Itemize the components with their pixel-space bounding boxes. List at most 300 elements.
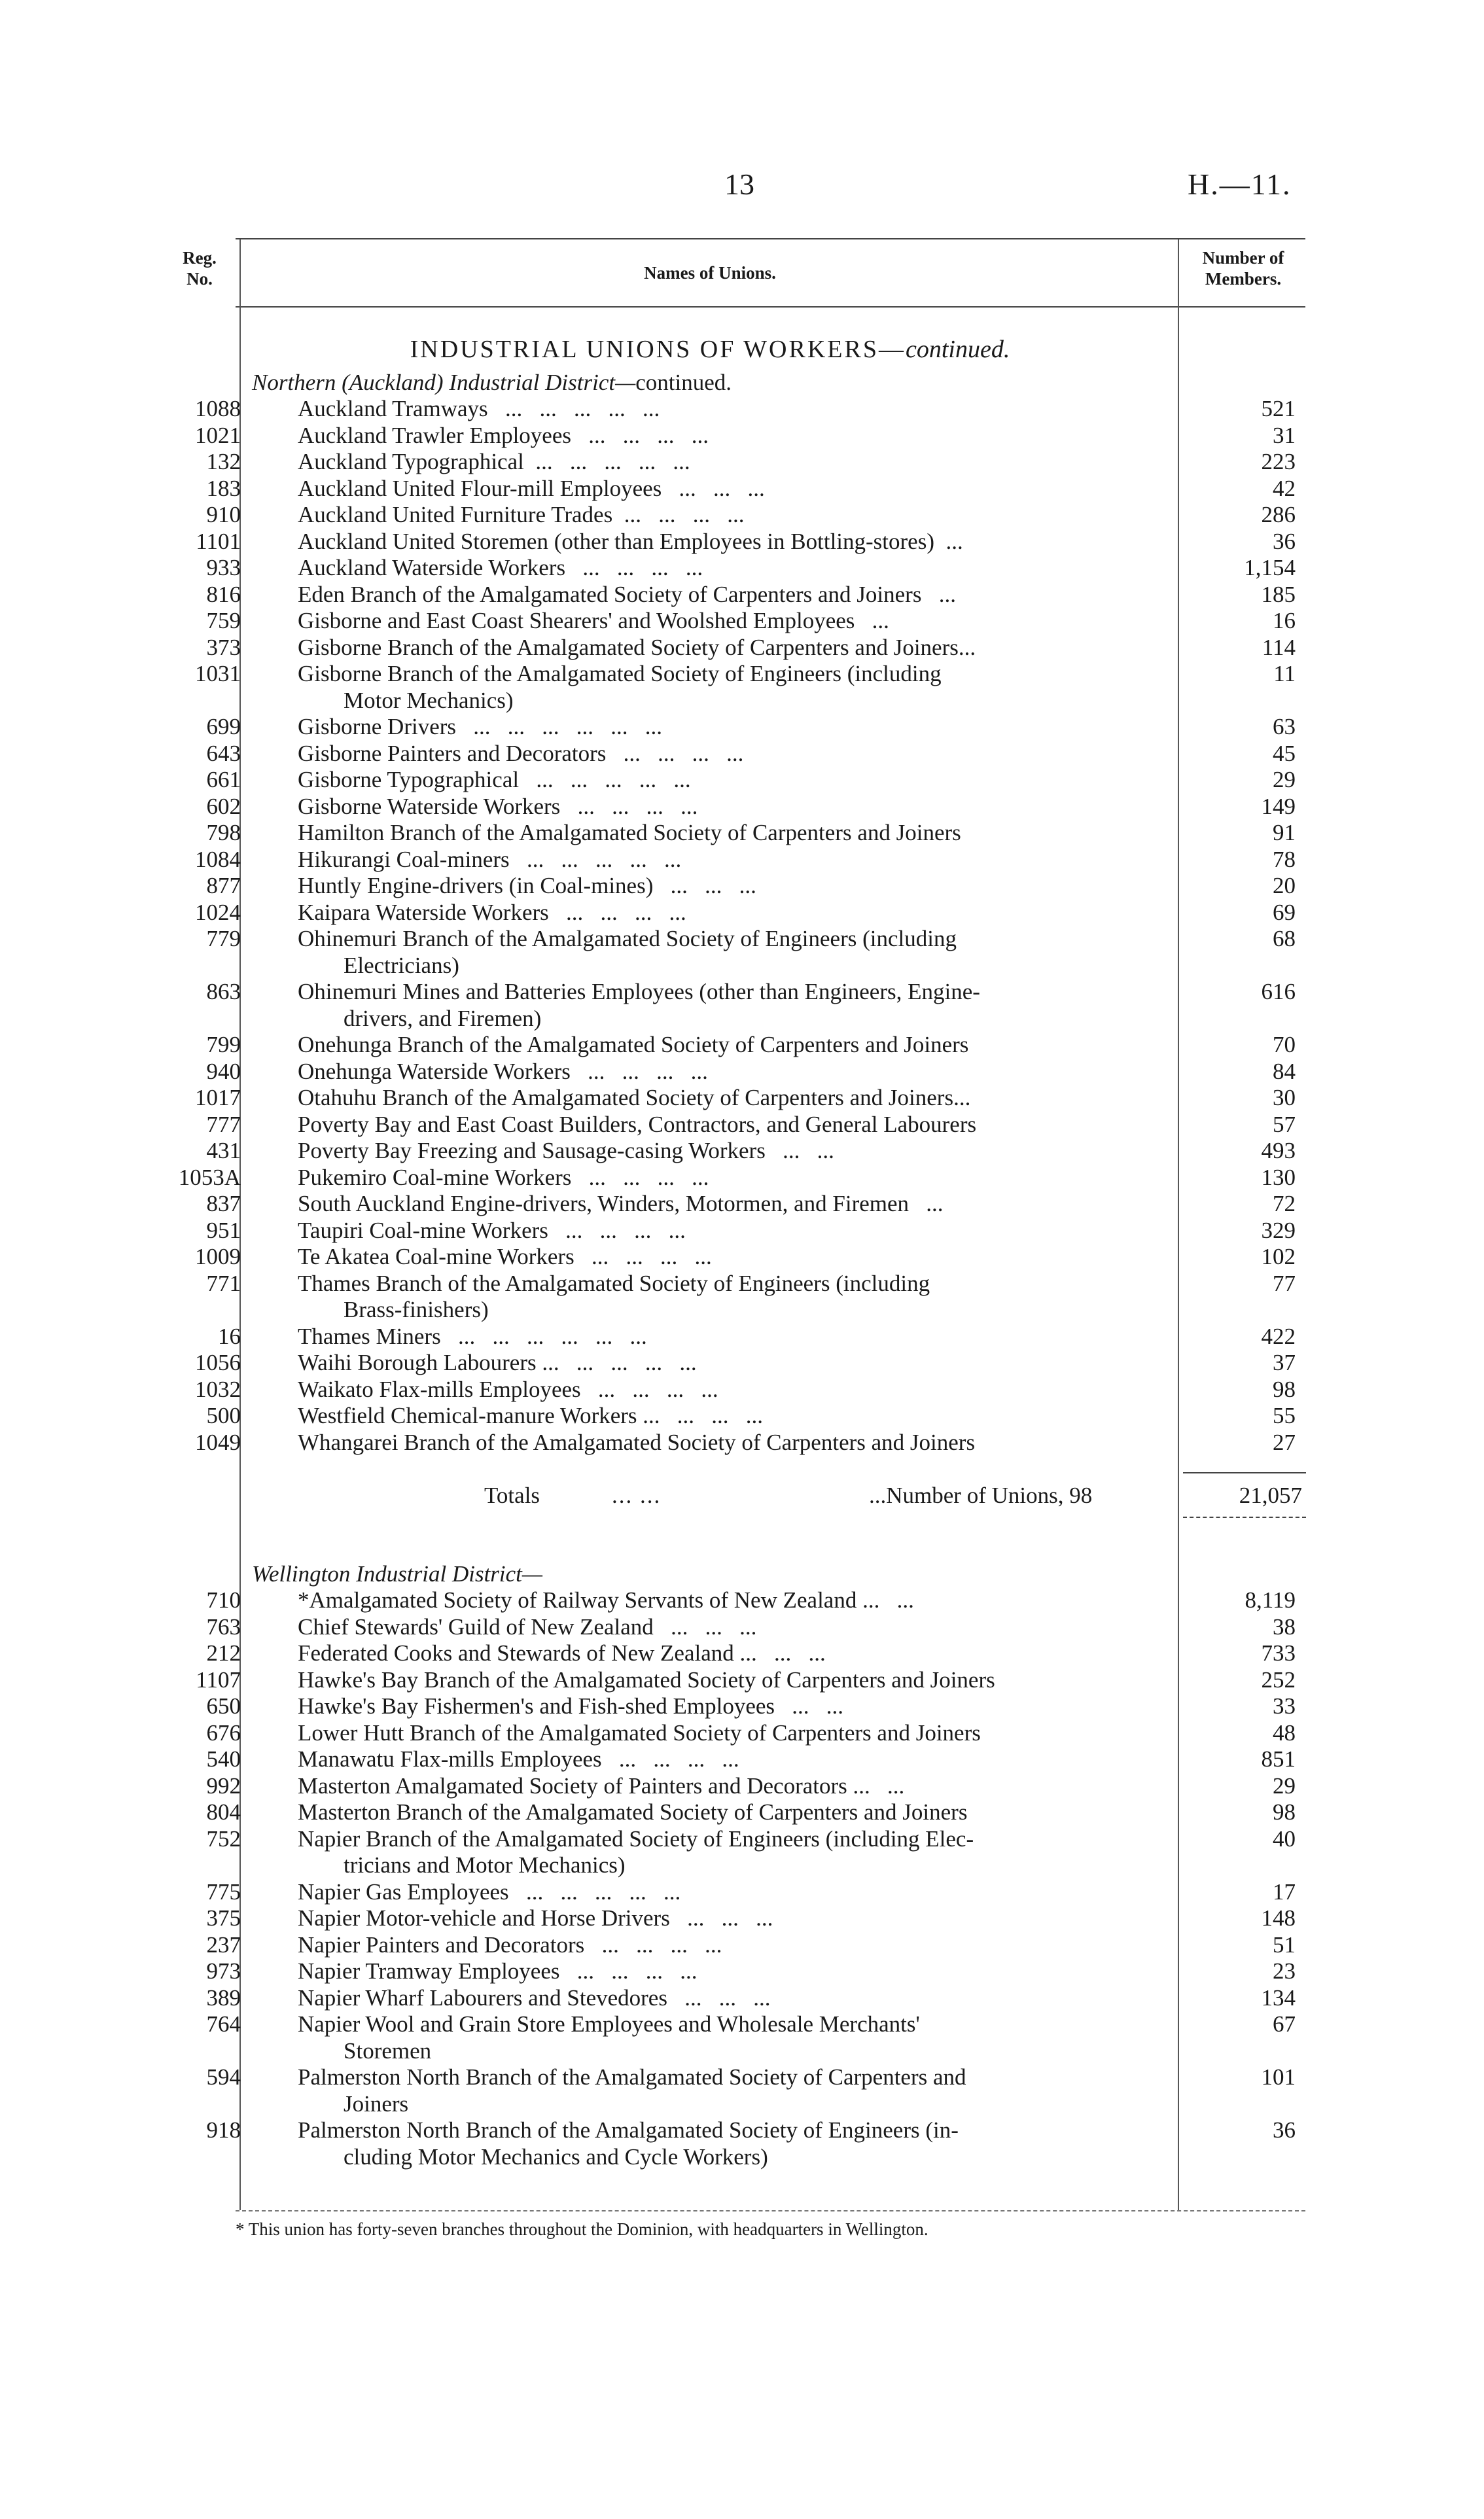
table-row [0,449,1484,475]
member-count: 733 [1261,1640,1296,1666]
union-name [298,767,1168,793]
wellington-district-title: Wellington Industrial District— [252,1561,543,1587]
table-row [0,1191,1484,1217]
reg-number: 16 [218,1323,241,1349]
leader-dots: ... ... ... ... [560,793,698,819]
table-row [0,1112,1484,1138]
column-header-names: Names of Unions. [644,263,776,283]
table-row-continuation [0,2038,1484,2064]
table-row [0,2064,1484,2090]
union-name-text: Onehunga Waterside Workers [298,1058,571,1084]
reg-number: 643 [206,740,241,766]
reg-number: 602 [206,793,241,819]
union-name-text: Gisborne Drivers [298,714,457,739]
union-name-text: Napier Wool and Grain Store Employees and Wholesale Merchants' [298,2011,920,2037]
column-header-reg-line1: Reg. [183,248,217,268]
union-name [298,1271,1168,1297]
union-name-text: Napier Painters and Decorators [298,1931,585,1958]
member-count: 38 [1273,1613,1296,1640]
reg-number: 1009 [195,1244,241,1269]
table-row [0,608,1484,634]
leader-dots: ... ... ... ... [559,1350,697,1375]
reg-number: 775 [206,1878,241,1905]
union-name [298,1085,1168,1111]
union-name-text: Thames Branch of the Amalgamated Society of Engineers (including [298,1270,930,1296]
reg-number: 771 [206,1270,241,1296]
reg-number: 661 [206,767,241,792]
table-row-continuation [0,1006,1484,1032]
table-row [0,529,1484,555]
union-name [298,714,1168,740]
northern-district-title: Northern (Auckland) Industrial District— [252,370,636,395]
union-name [298,1746,1168,1772]
table-row-continuation [0,688,1484,714]
union-name [298,1587,1168,1613]
leader-dots: ... [921,581,956,607]
member-count: 91 [1273,820,1296,845]
union-name-continuation: Joiners [344,2090,409,2117]
table-row [0,1614,1484,1640]
table-row [0,1985,1484,2011]
reg-number: 699 [206,714,241,739]
member-count: 77 [1273,1270,1296,1296]
union-name [298,661,1168,687]
leader-dots: ... ... ... [662,475,765,501]
table-row [0,1879,1484,1905]
table-row [0,396,1484,422]
table-row [0,1799,1484,1825]
union-name-continuation: drivers, and Firemen) [344,1005,542,1031]
table-row [0,502,1484,528]
member-count: 98 [1273,1799,1296,1825]
member-count: 223 [1261,449,1296,474]
table-row [0,2011,1484,2037]
reg-number: 389 [206,1984,241,2011]
column-header-members [1178,247,1309,289]
table-row [0,1059,1484,1085]
union-name-text: Gisborne Typographical [298,767,520,792]
union-name-text: Auckland Trawler Employees [298,422,571,448]
union-name [298,1032,1168,1058]
union-name-continuation: tricians and Motor Mechanics) [344,1852,626,1878]
member-count: 422 [1261,1323,1296,1349]
reg-number: 863 [206,979,241,1004]
reg-number: 799 [206,1032,241,1057]
table-row-continuation [0,1852,1484,1878]
member-count: 31 [1273,422,1296,448]
reg-number: 540 [206,1746,241,1772]
table-row [0,900,1484,926]
reg-number: 816 [206,581,241,607]
table-row [0,820,1484,846]
member-count: 78 [1273,846,1296,872]
union-name-text: Thames Miners [298,1323,441,1349]
union-name-text: Eden Branch of the Amalgamated Society of Carpenters and Joiners [298,581,922,607]
leader-dots: ... ... ... ... ... [519,767,691,792]
member-count: 33 [1273,1693,1296,1719]
union-name-text: Gisborne Waterside Workers [298,793,561,819]
leader-dots: ... ... ... ... [571,1164,709,1190]
union-name-text: Napier Gas Employees [298,1878,509,1905]
union-name [298,1720,1168,1746]
table-row [0,767,1484,793]
leader-dots: ... [909,1191,944,1216]
union-name [298,979,1168,1005]
leader-dots: ... ... ... ... ... [508,1878,681,1905]
table-row [0,1640,1484,1666]
reg-number: 763 [206,1613,241,1640]
union-name [298,1218,1168,1244]
table-row [0,1271,1484,1297]
reg-number: 951 [206,1217,241,1243]
member-count: 851 [1261,1746,1296,1772]
reg-number: 1056 [195,1350,241,1375]
union-name-text: Gisborne Branch of the Amalgamated Society of Engineers (including [298,661,942,686]
table-row [0,1165,1484,1191]
reg-number: 1101 [196,528,241,554]
member-count: 17 [1273,1878,1296,1905]
member-count: 20 [1273,873,1296,898]
leader-dots: ... ... [765,1138,834,1163]
table-row [0,1403,1484,1429]
union-name [298,1958,1168,1984]
union-name-text: Palmerston North Branch of the Amalgamated Society of Carpenters and [298,2064,966,2090]
reg-number: 1017 [195,1085,241,1110]
column-header-reg-line2: No. [186,269,213,289]
union-name [298,2011,1168,2037]
union-name [298,847,1168,873]
table-row-continuation [0,2144,1484,2170]
member-count: 98 [1273,1376,1296,1402]
leader-dots: ... ... ... ... [570,1058,708,1084]
leader-dots: ... ... ... ... ... ... [440,1323,647,1349]
union-name [298,423,1168,449]
reg-number: 676 [206,1719,241,1746]
member-count: 40 [1273,1825,1296,1852]
page-number: 13 [724,167,754,201]
reg-number: 183 [206,475,241,501]
member-count: 101 [1261,2064,1296,2090]
header-rule-top [236,238,1305,239]
union-name [298,1985,1168,2011]
union-name [298,1112,1168,1138]
reg-number: 212 [206,1640,241,1666]
table-row [0,1430,1484,1456]
table-row [0,1746,1484,1772]
member-count: 252 [1261,1666,1296,1693]
member-count: 48 [1273,1719,1296,1746]
union-name [298,1932,1168,1958]
leader-dots: ... ... ... ... [580,1376,718,1402]
reg-number: 1053A [178,1164,241,1190]
union-name [298,2064,1168,2090]
member-count: 42 [1273,475,1296,501]
member-count: 23 [1273,1958,1296,1984]
table-row [0,1218,1484,1244]
table-row [0,1667,1484,1693]
union-name-text: *Amalgamated Society of Railway Servants of New Zealand ... [298,1587,880,1613]
table-row [0,979,1484,1005]
totals-number-of-unions: ...Number of Unions, 98 [869,1483,1093,1508]
leader-dots: ... ... ... ... ... [487,396,660,421]
reg-number: 1107 [196,1666,241,1693]
northern-district-heading [252,370,732,396]
leader-dots: ... [934,528,963,554]
section-title-main: INDUSTRIAL UNIONS OF WORKERS— [410,336,906,363]
union-name [298,1693,1168,1719]
union-name [298,1773,1168,1799]
union-name-text: Whangarei Branch of the Amalgamated Society of Carpenters and Joiners [298,1429,976,1455]
table-row [0,1324,1484,1350]
reg-number: 1021 [195,422,241,448]
union-name-text: Auckland Waterside Workers [298,555,566,580]
member-count: 134 [1261,1984,1296,2011]
leader-dots: ... ... ... [653,1613,757,1640]
northern-district-continued: continued. [635,370,732,395]
table-row [0,1350,1484,1376]
reg-number: 918 [206,2117,241,2143]
member-count: 185 [1261,581,1296,607]
union-name-continuation: cluding Motor Mechanics and Cycle Workers) [344,2143,768,2170]
column-header-members-line1: Number of [1202,248,1284,268]
reg-number: 710 [206,1587,241,1613]
union-name-text: Masterton Branch of the Amalgamated Society of Carpenters and Joiners [298,1799,968,1825]
reg-number: 804 [206,1799,241,1825]
reg-number: 132 [206,449,241,474]
totals-label: Totals [484,1483,540,1508]
leader-dots: ... ... ... ... [571,422,709,448]
member-count: 329 [1261,1217,1296,1243]
union-name-text: Hamilton Branch of the Amalgamated Society of Carpenters and Joiners [298,820,961,845]
reg-number: 1031 [195,661,241,686]
union-name [298,529,1168,555]
union-name [298,873,1168,899]
union-name-text: Masterton Amalgamated Society of Painters and Decorators ... [298,1772,870,1799]
table-row [0,1773,1484,1799]
union-name [298,2117,1168,2143]
union-name [298,1826,1168,1852]
leader-dots: ... ... ... ... [548,1217,686,1243]
leader-dots: ... ... ... ... [606,740,744,766]
union-name [298,1879,1168,1905]
union-name-text: Auckland Tramways [298,396,488,421]
leader-dots: ... ... ... [667,1984,771,2011]
leader-dots: ... ... ... ... [584,1931,722,1958]
union-name [298,1667,1168,1693]
union-name-text: Huntly Engine-drivers (in Coal-mines) [298,873,654,898]
union-name-text: Lower Hutt Branch of the Amalgamated Society of Carpenters and Joiners [298,1719,981,1746]
union-name [298,1244,1168,1270]
union-name-text: Hawke's Bay Branch of the Amalgamated Society of Carpenters and Joiners [298,1666,995,1693]
table-row [0,555,1484,581]
member-count: 84 [1273,1058,1296,1084]
member-count: 51 [1273,1931,1296,1958]
table-row [0,714,1484,740]
union-name-text: Westfield Chemical-manure Workers ... [298,1403,660,1428]
union-name-text: Gisborne Branch of the Amalgamated Society of Carpenters and Joiners... [298,634,976,660]
table-row [0,1377,1484,1403]
totals-members: 21,057 [1239,1483,1302,1508]
union-name [298,794,1168,820]
reg-number: 764 [206,2011,241,2037]
member-count: 72 [1273,1191,1296,1216]
leader-dots: ... ... ... ... ... [523,449,690,474]
union-name [298,1640,1168,1666]
union-name [298,1350,1168,1376]
member-count: 45 [1273,740,1296,766]
union-name [298,1324,1168,1350]
union-name [298,1614,1168,1640]
union-name-text: Onehunga Branch of the Amalgamated Society of Carpenters and Joiners [298,1032,969,1057]
union-name-text: Waikato Flax-mills Employees [298,1376,581,1402]
column-header-reg-no [164,247,236,289]
union-name-text: Federated Cooks and Stewards of New Zealand ... [298,1640,757,1666]
reg-number: 940 [206,1058,241,1084]
table-row [0,1905,1484,1931]
union-name-text: Auckland United Flour-mill Employees [298,475,662,501]
reg-number: 837 [206,1191,241,1216]
reg-number: 973 [206,1958,241,1984]
reg-number: 1088 [195,396,241,421]
leader-dots: ... ... [756,1640,826,1666]
reg-number: 992 [206,1772,241,1799]
union-name-continuation: Brass-finishers) [344,1297,489,1322]
union-name-text: Ohinemuri Mines and Batteries Employees (other than Engineers, Engine- [298,979,980,1004]
union-name-text: Gisborne Painters and Decorators [298,740,607,766]
reg-number: 1084 [195,846,241,872]
reg-number: 594 [206,2064,241,2090]
reg-number: 1024 [195,899,241,925]
member-count: 521 [1261,396,1296,421]
member-count: 16 [1273,608,1296,633]
table-row [0,873,1484,899]
table-row [0,847,1484,873]
table-row [0,1826,1484,1852]
leader-dots: ... ... [775,1693,844,1719]
totals-leader-dots: ... ... [612,1483,662,1508]
reg-number: 759 [206,608,241,633]
union-name-text: Poverty Bay and East Coast Builders, Contractors, and General Labourers [298,1111,977,1137]
member-count: 36 [1273,2117,1296,2143]
table-row-continuation [0,953,1484,979]
union-name [298,1377,1168,1403]
reg-number: 752 [206,1825,241,1852]
table-row [0,2117,1484,2143]
union-name [298,820,1168,846]
totals-rule-bottom [1183,1517,1306,1518]
union-name [298,555,1168,581]
leader-dots: ... ... ... ... ... [509,846,682,872]
reg-number: 877 [206,873,241,898]
union-name [298,608,1168,634]
member-count: 30 [1273,1085,1296,1110]
union-name-text: Gisborne and East Coast Shearers' and Woolshed Employees [298,608,855,633]
union-name-text: Taupiri Coal-mine Workers [298,1217,548,1243]
member-count: 29 [1273,767,1296,792]
union-name-text: Poverty Bay Freezing and Sausage-casing Workers [298,1138,766,1163]
footnote-rule [236,2210,1305,2211]
document-reference: H.—11. [1188,167,1292,201]
table-row-continuation [0,1297,1484,1323]
union-name [298,1059,1168,1085]
union-name-text: Auckland United Furniture Trades [298,502,613,527]
union-name [298,1905,1168,1931]
union-name [298,582,1168,608]
reg-number: 777 [206,1111,241,1137]
footnote: * This union has forty-seven branches throughout the Dominion, with headquarters in Wellington. [236,2219,928,2239]
section-title-continued: continued. [905,336,1010,363]
totals-row [0,1483,1484,1511]
leader-dots: ... [855,608,889,633]
reg-number: 650 [206,1693,241,1719]
totals-rule-top [1183,1472,1306,1473]
table-row [0,1720,1484,1746]
table-row [0,582,1484,608]
union-name [298,502,1168,528]
union-name-text: Ohinemuri Branch of the Amalgamated Society of Engineers (including [298,926,957,951]
member-count: 29 [1273,1772,1296,1799]
union-name-text: Hawke's Bay Fishermen's and Fish-shed Employees [298,1693,775,1719]
union-name-text: Pukemiro Coal-mine Workers [298,1164,572,1190]
leader-dots: ... [870,1772,905,1799]
reg-number: 1049 [195,1429,241,1455]
leader-dots: ... ... ... ... [574,1244,712,1269]
member-count: 69 [1273,899,1296,925]
member-count: 148 [1261,1905,1296,1931]
table-row [0,661,1484,687]
member-count: 55 [1273,1403,1296,1428]
member-count: 286 [1261,502,1296,527]
wellington-district-heading [252,1561,542,1587]
table-row-continuation [0,2091,1484,2117]
union-name-text: Kaipara Waterside Workers [298,899,549,925]
header-rule-bottom [236,306,1305,308]
member-count: 63 [1273,714,1296,739]
leader-dots: ... ... ... ... [559,1958,698,1984]
reg-number: 933 [206,555,241,580]
table-row [0,1138,1484,1164]
leader-dots: ... ... ... [669,1905,773,1931]
table-row [0,635,1484,661]
union-name-text: Manawatu Flax-mills Employees [298,1746,602,1772]
member-count: 11 [1273,661,1296,686]
union-name [298,900,1168,926]
table-row [0,476,1484,502]
leader-dots: ... ... ... [653,873,756,898]
reg-number: 431 [206,1138,241,1163]
member-count: 37 [1273,1350,1296,1375]
leader-dots: ... ... ... ... ... ... [456,714,663,739]
union-name-text: Chief Stewards' Guild of New Zealand [298,1613,654,1640]
member-count: 27 [1273,1429,1296,1455]
union-name-text: Palmerston North Branch of the Amalgamated Society of Engineers (in- [298,2117,959,2143]
member-count: 36 [1273,528,1296,554]
union-name-text: Napier Wharf Labourers and Stevedores [298,1984,667,2011]
union-name [298,476,1168,502]
reg-number: 910 [206,502,241,527]
leader-dots: ... ... ... ... [548,899,686,925]
leader-dots: ... ... ... [660,1403,764,1428]
union-name [298,1165,1168,1191]
member-count: 67 [1273,2011,1296,2037]
reg-number: 373 [206,634,241,660]
table-row [0,1932,1484,1958]
table-row [0,1244,1484,1270]
union-name-continuation: Storemen [344,2037,432,2064]
member-count: 149 [1261,793,1296,819]
union-name [298,1191,1168,1217]
member-count: 57 [1273,1111,1296,1137]
